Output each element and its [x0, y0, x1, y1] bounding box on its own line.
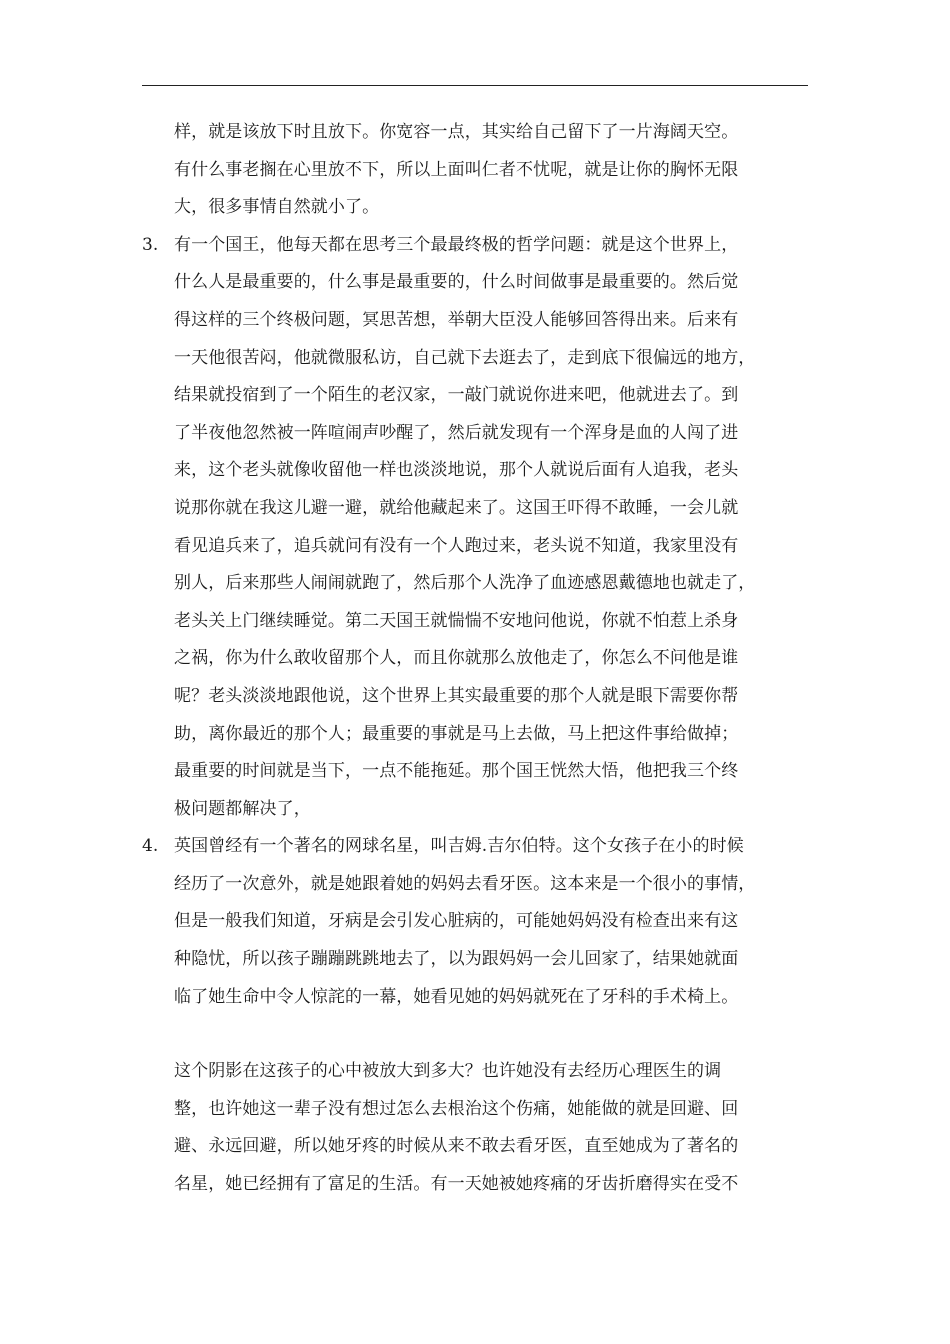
text-line: 呢？老头淡淡地跟他说，这个世界上其实最重要的那个人就是眼下需要你帮 [174, 685, 739, 706]
document-body [142, 114, 814, 1204]
body-paragraph [142, 1053, 814, 1203]
list-item-number: 4. [142, 836, 159, 857]
text-line: 一天他很苦闷，他就微服私访，自己就下去逛去了，走到底下很偏远的地方， [174, 347, 756, 368]
continuation-paragraph [142, 114, 814, 227]
list-item-first-line [142, 227, 814, 265]
list-item-3 [142, 227, 814, 829]
text-line: 临了她生命中令人惊詫的一幕，她看见她的妈妈就死在了牙科的手术椅上。 [174, 986, 739, 1007]
text-line: 有什么事老搁在心里放不下，所以上面叫仁者不忧呢，就是让你的胸怀无限 [174, 159, 739, 180]
text-line: 最重要的时间就是当下，一点不能拖延。那个国王恍然大悟，他把我三个终 [174, 761, 739, 782]
text-line: 老头关上门继续睡觉。第二天国王就惴惴不安地问他说，你就不怕惹上杀身 [174, 610, 739, 631]
text-line: 之祸，你为什么敢收留那个人，而且你就那么放他走了，你怎么不问他是谁 [174, 648, 739, 669]
header-rule [142, 85, 808, 86]
text-line: 样，就是该放下时且放下。你宽容一点，其实给自己留下了一片海阔天空。 [174, 122, 739, 142]
list-item-number: 3. [142, 234, 159, 255]
text-line: 经历了一次意外，就是她跟着她的妈妈去看牙医。这本来是一个很小的事情， [174, 873, 756, 894]
text-line: 有一个国王，他每天都在思考三个最最终极的哲学问题：就是这个世界上， [174, 234, 739, 255]
text-line: 说那你就在我这儿避一避，就给他藏起来了。这国王吓得不敢睡，一会儿就 [174, 497, 739, 518]
text-line: 看见追兵来了，追兵就问有没有一个人跑过来，老头说不知道，我家里没有 [174, 535, 739, 556]
text-line: 了半夜他忽然被一阵喧闹声吵醒了，然后就发现有一个浑身是血的人闯了进 [174, 422, 739, 443]
text-line: 大，很多事情自然就小了。 [174, 197, 380, 218]
text-line: 英国曾经有一个著名的网球名星，叫吉姆.吉尔伯特。这个女孩子在小的时候 [174, 836, 744, 857]
text-line: 结果就投宿到了一个陌生的老汉家，一敲门就说你进来吧，他就进去了。到 [174, 385, 739, 406]
list-item-4 [142, 828, 814, 1016]
paragraph-gap [142, 1016, 814, 1053]
text-line: 但是一般我们知道，牙病是会引发心脏病的，可能她妈妈没有检查出来有这 [174, 911, 739, 932]
text-line: 助，离你最近的那个人；最重要的事就是马上去做，马上把这件事给做掉； [174, 723, 739, 744]
text-line: 得这样的三个终极问题，冥思苦想，举朝大臣没人能够回答得出来。后来有 [174, 309, 739, 330]
list-item-first-line [142, 828, 814, 866]
text-line: 名星，她已经拥有了富足的生活。有一天她被她疼痛的牙齿折磨得实在受不 [174, 1174, 739, 1195]
text-line: 避、永远回避，所以她牙疼的时候从来不敢去看牙医，直至她成为了著名的 [174, 1136, 739, 1157]
text-line: 整，也许她这一辈子没有想过怎么去根治这个伤痛，她能做的就是回避、回 [174, 1098, 739, 1119]
text-line: 种隐忧，所以孩子蹦蹦跳跳地去了，以为跟妈妈一会儿回家了，结果她就面 [174, 949, 739, 970]
text-line: 别人，后来那些人闹闹就跑了，然后那个人洗净了血迹感恩戴德地也就走了， [174, 573, 756, 594]
text-line: 来，这个老头就像收留他一样也淡淡地说，那个人就说后面有人追我，老头 [174, 460, 739, 481]
text-line: 什么人是最重要的，什么事是最重要的，什么时间做事是最重要的。然后觉 [174, 272, 739, 293]
text-line: 极问题都解决了， [174, 798, 311, 819]
text-line: 这个阴影在这孩子的心中被放大到多大？也许她没有去经历心理医生的调 [174, 1061, 722, 1082]
